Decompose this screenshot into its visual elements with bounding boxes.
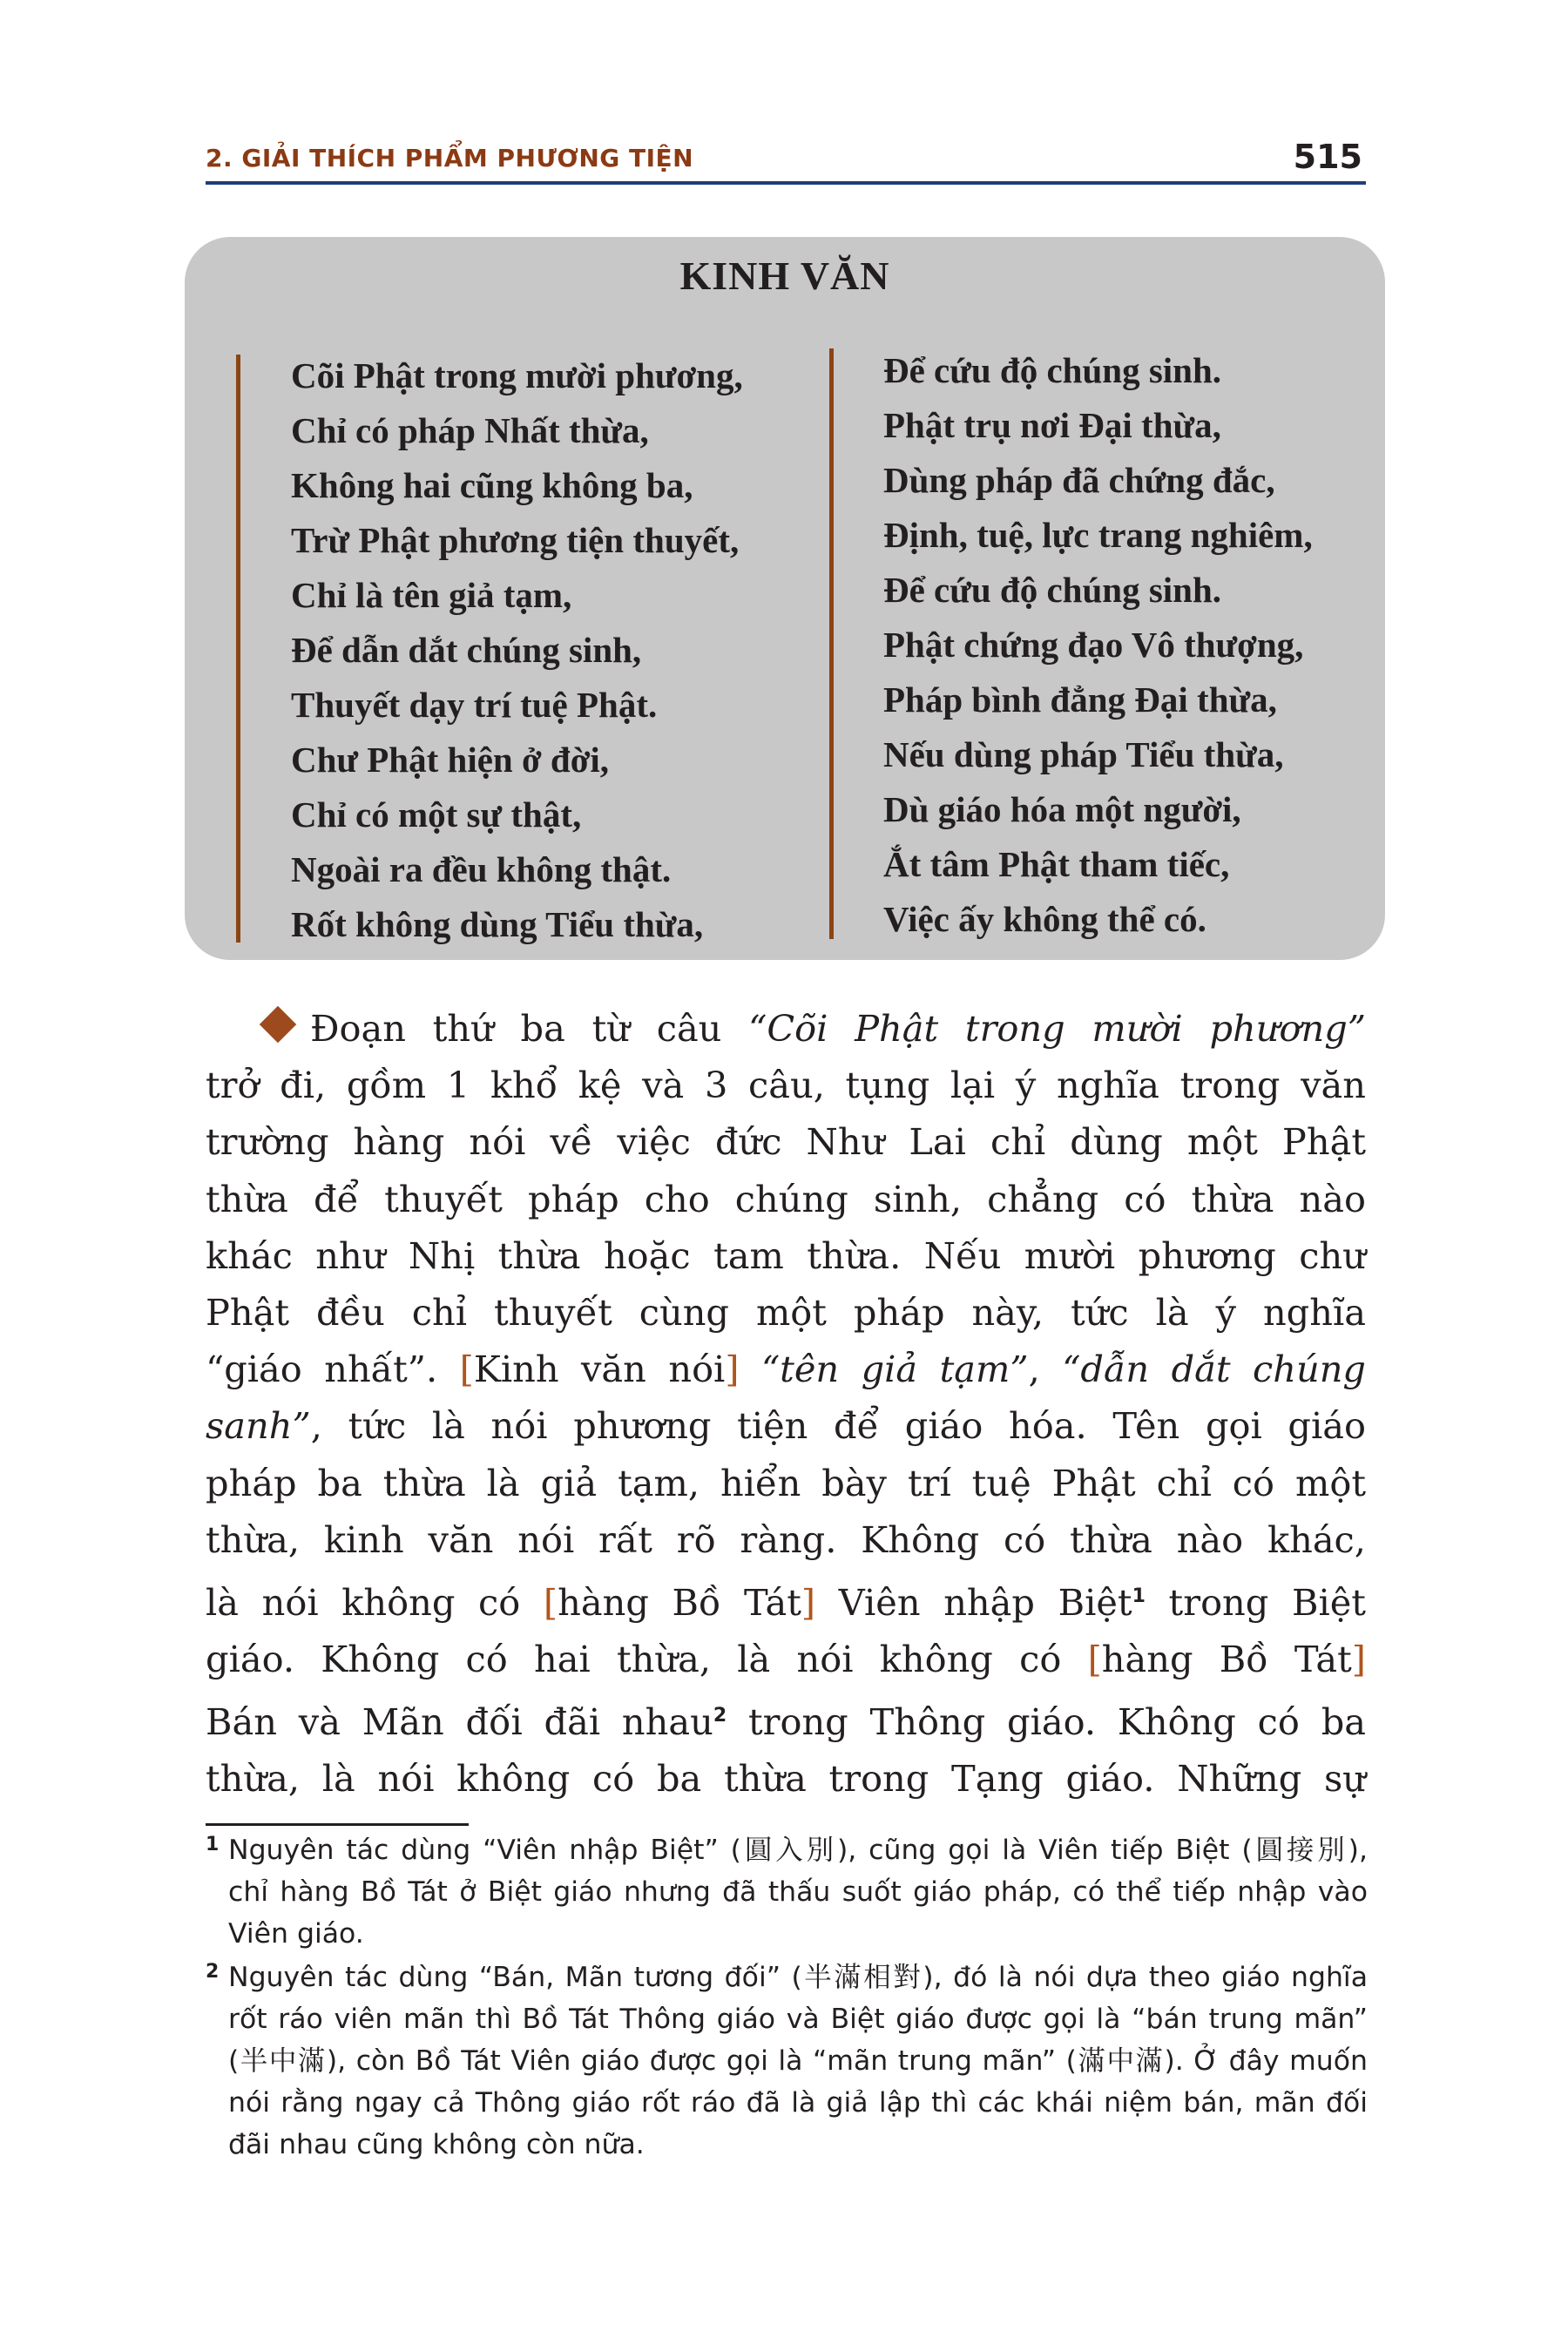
text-line: trường hàng nói về việc đức Như Lai chỉ dùng một Phật: [206, 1120, 1366, 1164]
text-line: [206, 1000, 1366, 1057]
verse-line: Rốt không dùng Tiểu thừa,: [291, 904, 704, 944]
verse-line: Định, tuệ, lực trang nghiêm,: [883, 515, 1313, 555]
footnote-line: rốt ráo viên mãn thì Bồ Tát Thông giáo và Biệt giáo được gọi là “bán trung mãn”: [228, 2004, 1368, 2035]
editorial-bracket: [: [459, 1348, 474, 1391]
verse-line: Chỉ có một sự thật,: [291, 794, 582, 835]
footnote-divider: [206, 1823, 469, 1826]
footnote-line: (半中滿), còn Bồ Tát Viên giáo được gọi là “mãn trung mãn” (滿中滿). Ở đây muốn: [228, 2045, 1368, 2077]
verse-line: Để cứu độ chúng sinh.: [883, 350, 1222, 390]
text-run: hàng Bồ Tát: [1101, 1638, 1352, 1681]
text-line: thừa, là nói không có ba thừa trong Tạng giáo. Những sự: [206, 1757, 1366, 1801]
text-run: ,: [1028, 1348, 1063, 1391]
text-line: [206, 1341, 1366, 1397]
footnote-1: [206, 1829, 1368, 1955]
left-verse-bar: [236, 355, 240, 943]
footnote-2: [206, 1957, 1368, 2166]
quoted-phrase: “Cõi Phật trong mười phương”: [748, 1007, 1366, 1050]
editorial-bracket: ]: [801, 1580, 816, 1624]
text-line: [206, 1631, 1366, 1687]
right-verse-bar: [829, 348, 834, 939]
verse-line: Chỉ có pháp Nhất thừa,: [291, 410, 649, 450]
footnote-line: Viên giáo.: [228, 1918, 364, 1950]
verse-line: Nếu dùng pháp Tiểu thừa,: [883, 734, 1284, 774]
editorial-bracket: ]: [1351, 1638, 1366, 1681]
running-header: [206, 129, 1366, 185]
quoted-phrase: “tên giả tạm”: [739, 1348, 1029, 1391]
verse-line: Cõi Phật trong mười phương,: [291, 355, 743, 395]
text-run: trong Biệt: [1145, 1580, 1366, 1624]
footnote-line: nói rằng ngay cả Thông giáo rốt ráo đã là giả lập thì các khái niệm bán, mãn đối: [228, 2087, 1368, 2119]
diamond-bullet-icon: [260, 1006, 296, 1043]
text-line: thừa để thuyết pháp cho chúng sinh, chẳng có thừa nào: [206, 1177, 1366, 1220]
verse-line: Phật chứng đạo Vô thượng,: [883, 625, 1304, 665]
text-line: [206, 1397, 1366, 1454]
verse-line: Thuyết dạy trí tuệ Phật.: [291, 685, 658, 725]
verse-line: Dùng pháp đã chứng đắc,: [883, 460, 1275, 500]
text-run: Đoạn thứ ba từ câu: [310, 1007, 749, 1050]
footnote-marker: 2: [206, 1961, 220, 1983]
text-run: Viên nhập Biệt: [815, 1580, 1132, 1624]
chapter-title: 2. GIẢI THÍCH PHẨM PHƯƠNG TIỆN: [206, 144, 694, 172]
text-line: Phật đều chỉ thuyết cùng một pháp này, tức là ý nghĩa: [206, 1291, 1366, 1335]
editorial-bracket: [: [543, 1580, 558, 1624]
text-run: Kinh văn nói: [473, 1348, 726, 1391]
right-verse-column: [883, 343, 1313, 947]
verse-line: Pháp bình đẳng Đại thừa,: [883, 679, 1277, 720]
verse-line: Dù giáo hóa một người,: [883, 789, 1241, 829]
verse-line: Trừ Phật phương tiện thuyết,: [291, 520, 740, 560]
footnote-ref[interactable]: 1: [1132, 1585, 1146, 1608]
editorial-bracket: [: [1087, 1638, 1102, 1681]
text-run: hàng Bồ Tát: [558, 1580, 801, 1624]
left-verse-column: [291, 348, 743, 952]
kinh-van-box: [185, 237, 1385, 960]
footnote-line: đãi nhau cũng không còn nữa.: [228, 2129, 645, 2160]
text-run: trong Thông giáo. Không có ba: [727, 1700, 1366, 1744]
text-line: pháp ba thừa là giả tạm, hiển bày trí tuệ Phật chỉ có một: [206, 1461, 1366, 1504]
editorial-bracket: ]: [725, 1348, 740, 1391]
verse-line: Chư Phật hiện ở đời,: [291, 740, 610, 780]
text-run: “giáo nhất”.: [206, 1348, 460, 1391]
verse-line: Phật trụ nơi Đại thừa,: [883, 405, 1221, 445]
commentary-paragraph: [206, 1000, 1366, 1808]
text-run: Bán và Mãn đối đãi nhau: [206, 1700, 713, 1744]
text-line: [206, 1687, 1366, 1750]
text-run: , tức là nói phương tiện để giáo hóa. Tên gọi giáo: [310, 1404, 1366, 1448]
verse-line: Để cứu độ chúng sinh.: [883, 570, 1222, 610]
verse-line: Việc ấy không thể có.: [883, 899, 1206, 939]
text-line: khác như Nhị thừa hoặc tam thừa. Nếu mười phương chư: [206, 1233, 1366, 1277]
verse-line: Ngoài ra đều không thật.: [291, 849, 672, 889]
footnote-line: Nguyên tác dùng “Viên nhập Biệt” (圓入別), cũng gọi là Viên tiếp Biệt (圓接別),: [228, 1835, 1368, 1866]
footnote-marker: 1: [206, 1834, 220, 1855]
verse-line: Ắt tâm Phật tham tiếc,: [883, 844, 1230, 884]
quoted-phrase: “dẫn dắt chúng: [1062, 1348, 1366, 1391]
quoted-phrase: sanh”: [206, 1404, 311, 1448]
footnote-ref[interactable]: 2: [713, 1705, 727, 1727]
text-run: giáo. Không có hai thừa, là nói không có: [206, 1638, 1088, 1681]
page-number: 515: [1293, 138, 1362, 176]
text-line: thừa, kinh văn nói rất rõ ràng. Không có thừa nào khác,: [206, 1517, 1366, 1561]
kinh-van-title: KINH VĂN: [679, 253, 890, 298]
text-line: [206, 1568, 1366, 1631]
verse-line: Không hai cũng không ba,: [291, 465, 693, 505]
text-line: trở đi, gồm 1 khổ kệ và 3 câu, tụng lại ý nghĩa trong văn: [206, 1064, 1366, 1107]
footnote-line: chỉ hàng Bồ Tát ở Biệt giáo nhưng đã thấu suốt giáo pháp, có thể tiếp nhập vào: [228, 1876, 1368, 1908]
footnotes: [206, 1829, 1368, 2167]
verse-line: Chỉ là tên giả tạm,: [291, 575, 572, 615]
verse-line: Để dẫn dắt chúng sinh,: [291, 630, 642, 670]
footnote-line: Nguyên tác dùng “Bán, Mãn tương đối” (半滿相對), đó là nói dựa theo giáo nghĩa: [228, 1962, 1368, 1993]
text-run: là nói không có: [206, 1580, 544, 1624]
